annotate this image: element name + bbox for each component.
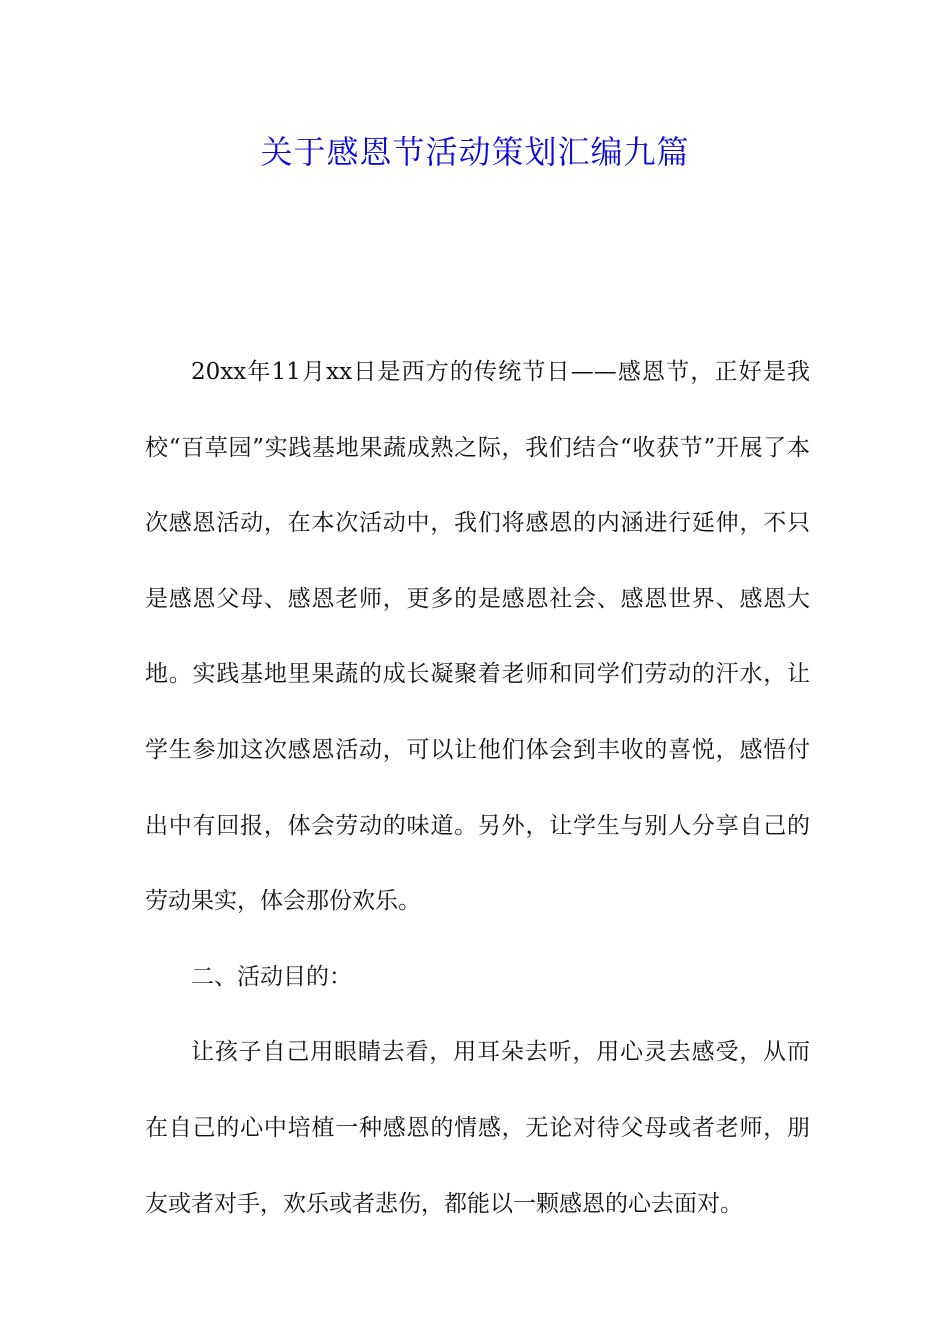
purpose-paragraph: 让孩子自己用眼睛去看，用耳朵去听，用心灵去感受，从而在自己的心中培植一种感恩的情感，无论对待父母或者老师，朋友或者对手，欢乐或者悲伤，都能以一颗感恩的心去面对。 [145, 1039, 810, 1217]
document-body [145, 335, 810, 1242]
intro-paragraph: 20xx年11月xx日是西方的传统节日——感恩节，正好是我校“百草园”实践基地果蔬成熟之际，我们结合“收获节”开展了本次感恩活动，在本次活动中，我们将感恩的内涵进行延伸，不只是感恩父母、感恩老师，更多的是感恩社会、感恩世界、感恩大地。实践基地里果蔬的成长凝聚着老师和同学们劳动的汗水，让学生参加这次感恩活动，可以让他们体会到丰收的喜悦，感悟付出中有回报，体会劳动的味道。另外，让学生与别人分享自己的劳动果实，体会那份欢乐。 [145, 359, 810, 915]
document-title: 关于感恩节活动策划汇编九篇 [260, 133, 690, 171]
section-heading-purpose: 二、活动目的： [191, 963, 352, 990]
